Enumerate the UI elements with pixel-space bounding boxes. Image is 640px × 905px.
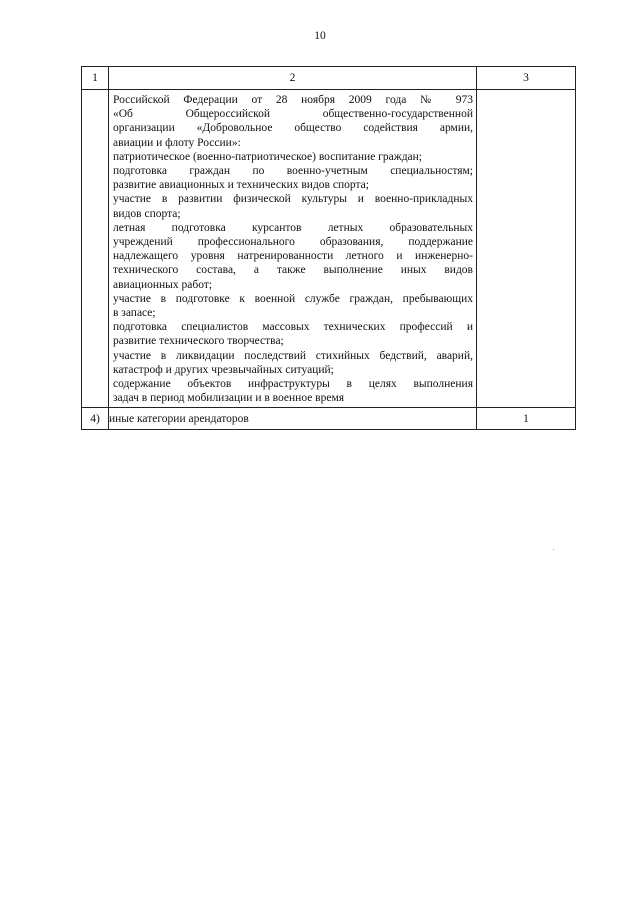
text-line: патриотическое (военно-патриотическое) воспитание граждан; [113, 150, 422, 163]
text-line: развитие авиационных и технических видов спорта; [113, 179, 369, 192]
text-line: организации «Добровольное общество содействия армии, [113, 122, 473, 135]
header-cell-1: 1 [82, 67, 109, 90]
header-cell-3: 3 [477, 67, 576, 90]
text-line: авиации и флоту России»: [113, 136, 241, 149]
text-line: подготовка граждан по военно-учетным специальностям; [113, 165, 473, 178]
text-line: учреждений профессионального образования, поддержание [113, 236, 473, 249]
row-number-cell-empty [82, 90, 109, 408]
table-row-4 [82, 408, 576, 430]
row-description-cell: иные категории арендаторов [109, 408, 477, 430]
page-number: 10 [314, 30, 326, 42]
row-description-text [109, 90, 476, 407]
text-line: «Об Общероссийской общественно-государственной [113, 108, 473, 121]
header-cell-2: 2 [109, 67, 477, 90]
text-line: авиационных работ; [113, 278, 213, 291]
scan-speck [553, 549, 554, 550]
text-line: задач в период мобилизации и в военное время [113, 392, 345, 405]
row-value-cell: 1 [477, 408, 576, 430]
table-row-continuation [82, 90, 576, 408]
text-line: подготовка специалистов массовых технических профессий и [113, 321, 473, 334]
text-line: надлежащего уровня натренированности летного и инженерно- [113, 250, 473, 263]
table-header-row [82, 67, 576, 90]
text-line: развитие технического творчества; [113, 335, 284, 348]
row-value-cell-empty [477, 90, 576, 408]
text-line: участие в развитии физической культуры и военно-прикладных [113, 193, 473, 206]
text-line: видов спорта; [113, 207, 181, 220]
coefficient-table [81, 66, 576, 430]
text-line: в запасе; [113, 307, 156, 320]
text-line: содержание объектов инфраструктуры в целях выполнения [113, 378, 473, 391]
text-line: участие в подготовке к военной службе граждан, пребывающих [113, 292, 473, 305]
text-line: технического состава, а также выполнение иных видов [113, 264, 473, 277]
text-line: Российской Федерации от 28 ноября 2009 года № 973 [113, 94, 473, 106]
text-line: летная подготовка курсантов летных образовательных [113, 221, 473, 234]
row-description-cell [109, 90, 477, 408]
text-line: участие в ликвидации последствий стихийных бедствий, аварий, [113, 349, 473, 362]
text-line: катастроф и других чрезвычайных ситуаций; [113, 363, 334, 376]
row-number-cell: 4) [82, 408, 109, 430]
